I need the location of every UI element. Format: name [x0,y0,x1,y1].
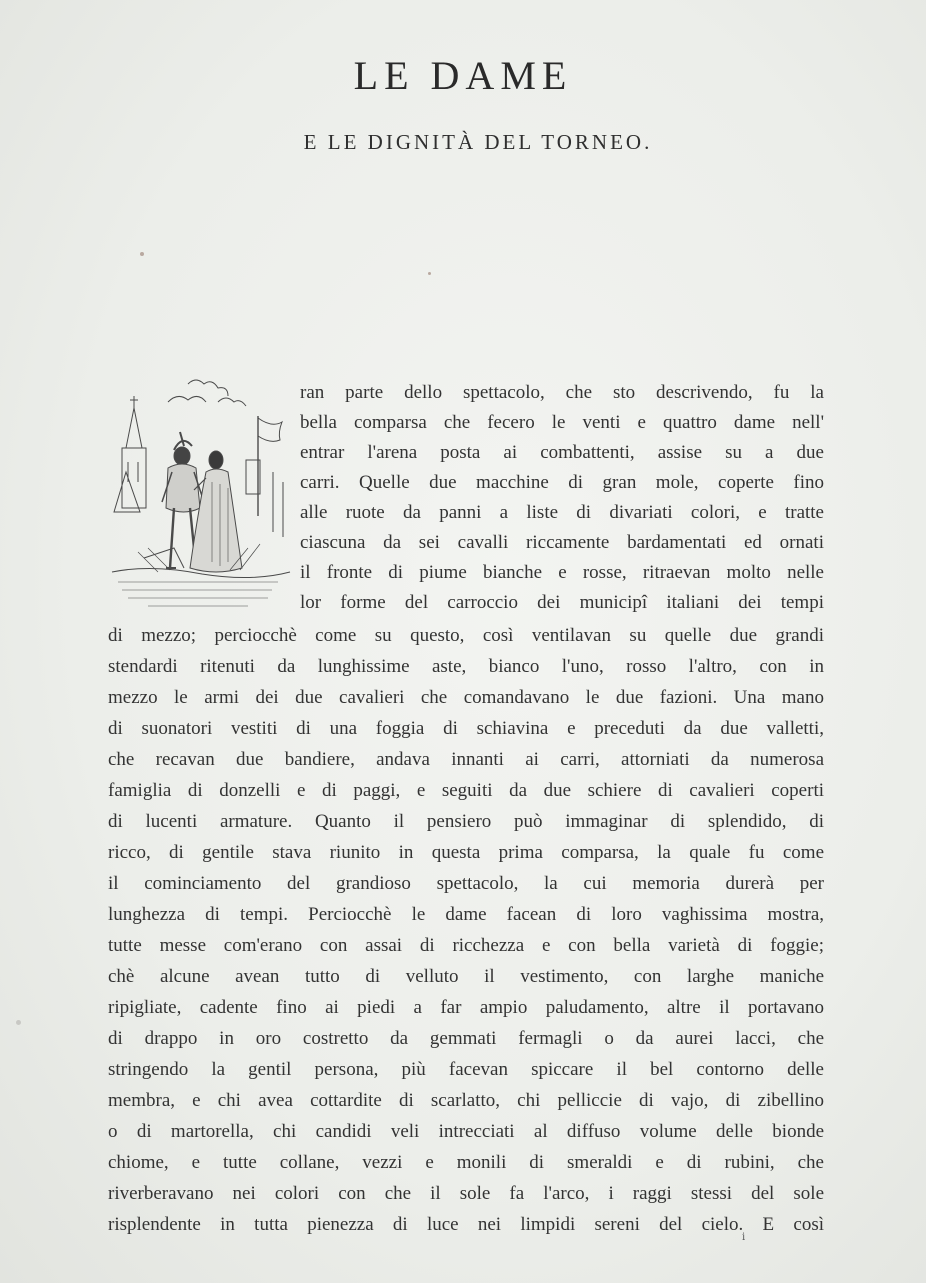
text-line: bella comparsa che fecero le venti e quattro dame nell' [300,412,824,433]
text-line: lor forme del carroccio dei municipî italiani dei tempi [300,592,824,613]
text-line: famiglia di donzelli e di paggi, e seguiti da due schiere di cavalieri coperti [108,780,824,801]
text-line: alle ruote da panni a liste di divariati colori, e tratte [300,502,824,523]
signature-mark: i [742,1232,746,1243]
text-line: il cominciamento del grandioso spettacolo, la cui memoria durerà per [108,873,824,894]
paper-speck [140,252,144,256]
text-line: ripigliate, cadente fino ai piedi a far ampio paludamento, altre il portavano [108,997,824,1018]
text-line: stringendo la gentil persona, più facevan spiccare il bel contorno delle [108,1059,824,1080]
text-line: di mezzo; perciocchè come su questo, così ventilavan su quelle due grandi [108,625,824,646]
text-line: mezzo le armi dei due cavalieri che comandavano le due fazioni. Una mano [108,687,824,708]
text-line: di lucenti armature. Quanto il pensiero può immaginar di splendido, di [108,811,824,832]
text-line: il fronte di piume bianche e rosse, ritraevan molto nelle [300,562,824,583]
text-line: entrar l'arena posta ai combattenti, assise su a due [300,442,824,463]
text-line: lunghezza di tempi. Perciocchè le dame facean di loro vaghissima mostra, [108,904,824,925]
text-line: ran parte dello spettacolo, che sto descrivendo, fu la [300,382,824,403]
text-line: di suonatori vestiti di una foggia di schiavina e preceduti da due valletti, [108,718,824,739]
text-line: chè alcune avean tutto di velluto il vestimento, con larghe maniche [108,966,824,987]
text-line: di drappo in oro costretto da gemmati fermagli o da aurei lacci, che [108,1028,824,1049]
paper-speck [428,272,431,275]
text-line: stendardi ritenuti da lunghissime aste, bianco l'uno, rosso l'altro, con in [108,656,824,677]
text-line: che recavan due bandiere, andava innanti ai carri, attorniati da numerosa [108,749,824,770]
text-line: o di martorella, chi candidi veli intrecciati al diffuso volume delle bionde [108,1121,824,1142]
page-subtitle: E LE DIGNITÀ DEL TORNEO. [303,130,653,154]
engraved-vignette-icon [108,372,294,617]
page-title: LE DAME [353,53,573,98]
text-line: ciascuna da sei cavalli riccamente bardamentati ed ornati [300,532,824,553]
text-line: riverberavano nei colori con che il sole fa l'arco, i raggi stessi del sole [108,1183,824,1204]
text-line: risplendente in tutta pienezza di luce nei limpidi sereni del cielo. E così [108,1214,824,1235]
text-line: carri. Quelle due macchine di gran mole, coperte fino [300,472,824,493]
text-line: ricco, di gentile stava riunito in questa prima comparsa, la quale fu come [108,842,824,863]
text-line: membra, e chi avea cottardite di scarlatto, chi pelliccie di vajo, di zibellino [108,1090,824,1111]
text-line: tutte messe com'erano con assai di ricchezza e con bella varietà di foggie; [108,935,824,956]
paper-speck [16,1020,21,1025]
text-line: chiome, e tutte collane, vezzi e monili di smeraldi e di rubini, che [108,1152,824,1173]
